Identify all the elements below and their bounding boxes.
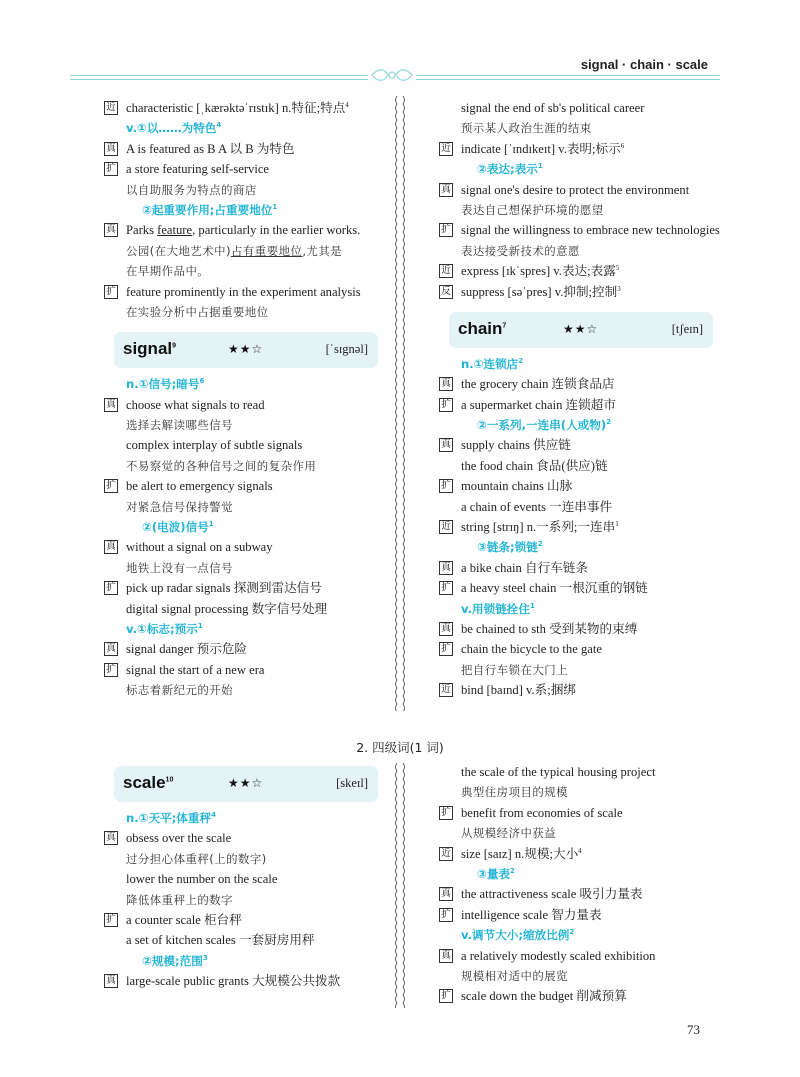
scale-pronunciation: [skeɪl] (336, 776, 368, 790)
left-column-bottom (104, 762, 384, 992)
chain-entry (439, 354, 739, 701)
example-line: 扩 scale down the budget 削减预算 (439, 986, 739, 1006)
label-tag: 近 (439, 520, 453, 534)
label-tag: 真 (439, 622, 453, 636)
label-tag: 近 (439, 847, 453, 861)
sense-line: n.①连锁店$^2$ (461, 356, 524, 371)
example-line: 扩 intelligence scale 智力量表 (439, 905, 739, 925)
sense-line: ②表达;表示$^1$ (477, 162, 543, 177)
example-line: 扩 a heavy steel chain 一根沉重的钢链 (439, 578, 739, 598)
example-line: 真 a bike chain 自行车链条 (439, 558, 739, 578)
text-line: 典型住房项目的规模 (461, 785, 569, 800)
example-line: 扩 signal the willingness to embrace new technologies (439, 220, 739, 240)
column-divider-top (393, 96, 407, 711)
example-line: 真 signal danger 预示危险 (104, 639, 384, 659)
example-line: 真 a relatively modestly scaled exhibition (439, 946, 739, 966)
text-line: 表达接受新技术的意愿 (461, 243, 580, 258)
example-line: 近 indicate [ˈɪndɪkeɪt] v.表明;标示$^6$ (439, 139, 739, 159)
label-tag: 真 (104, 398, 118, 412)
signal-entry (104, 374, 384, 700)
label-tag: 真 (104, 223, 118, 237)
column-divider-bottom (393, 763, 407, 1008)
chain-headword-box (449, 312, 713, 348)
label-tag: 真 (439, 438, 453, 452)
example-line: 近 string [strɪŋ] n.一系列;一连串$^1$ (439, 517, 739, 537)
label-tag: 扩 (104, 479, 118, 493)
chain-headword: chain$^7$ (458, 318, 507, 338)
example-line: 扩 feature prominently in the experiment analysis (104, 282, 384, 302)
chain-rating-stars: ★★☆ (563, 321, 599, 336)
example-line: 近 size [saɪz] n.规模;大小$^4$ (439, 844, 739, 864)
label-tag: 真 (439, 377, 453, 391)
example-line: 扩 mountain chains 山脉 (439, 476, 739, 496)
text-line: signal the end of sb's political career (461, 101, 645, 115)
example-line: 真 signal one's desire to protect the environment (439, 180, 739, 200)
text-line: 规模相对适中的展览 (461, 968, 569, 983)
scale-rating-stars: ★★☆ (228, 776, 264, 790)
example-line: 近 bind [baɪnd] v.系;捆绑 (439, 680, 739, 700)
label-tag: 近 (439, 683, 453, 697)
sense-line: v.①标志;预示$^1$ (126, 621, 203, 636)
example-line: 真 the grocery chain 连锁食品店 (439, 374, 739, 394)
example-line: 真 large-scale public grants 大规模公共拨款 (104, 971, 384, 991)
label-tag: 真 (104, 831, 118, 845)
sense-line: v.①以……为特色$^4$ (126, 121, 222, 136)
sense-line: ②(电波)信号$^1$ (142, 520, 214, 535)
label-tag: 扩 (439, 642, 453, 656)
example-line: 真 the attractiveness scale 吸引力量表 (439, 884, 739, 904)
right-column-top (439, 98, 739, 701)
label-tag: 扩 (439, 806, 453, 820)
label-tag: 扩 (104, 581, 118, 595)
signal-pronunciation: [ˈsɪgnəl] (325, 342, 368, 357)
text-line: a set of kitchen scales 一套厨房用秤 (126, 933, 315, 948)
label-tag: 近 (439, 142, 453, 156)
sense-line: v.用锁链拴住$^1$ (461, 601, 535, 616)
example-line: 扩 signal the start of a new era (104, 660, 384, 680)
page-number: 73 (687, 1022, 700, 1037)
scale-headword-box (114, 766, 378, 802)
label-tag: 扩 (439, 479, 453, 493)
left-column-top (104, 98, 384, 701)
label-tag: 扩 (104, 162, 118, 176)
label-tag: 真 (104, 142, 118, 156)
chain-pronunciation: [tʃeɪn] (671, 321, 703, 336)
text-line: 降低体重秤上的数字 (126, 892, 234, 907)
text-line: complex interplay of subtle signals (126, 438, 303, 453)
text-line: the food chain 食品(供应)链 (461, 458, 608, 473)
scale-headword: scale$^{10}$ (123, 773, 174, 792)
text-line: 以自助服务为特点的商店 (126, 182, 257, 197)
example-line: 真 obsess over the scale (104, 828, 384, 848)
text-line: a chain of events 一连串事件 (461, 499, 613, 514)
text-line: the scale of the typical housing project (461, 765, 656, 779)
example-line: 真 Parks feature, particularly in the earlier works. (104, 220, 384, 240)
label-tag: 真 (104, 974, 118, 988)
header-title: signal · chain · scale (580, 57, 708, 72)
label-tag: 近 (104, 101, 118, 115)
sense-line: n.①信号;暗号$^6$ (126, 377, 205, 392)
text-line: 过分担心体重秤(上的数字) (126, 851, 267, 866)
sense-line: n.①天平;体重秤$^4$ (126, 811, 216, 825)
text-line: 对紧急信号保持警觉 (126, 499, 234, 514)
label-tag: 扩 (439, 989, 453, 1003)
label-tag: 真 (439, 887, 453, 901)
sense-line: ②起重要作用;占重要地位$^1$ (142, 202, 278, 217)
label-tag: 真 (439, 949, 453, 963)
text-line: 标志着新纪元的开始 (126, 683, 234, 698)
label-tag: 扩 (439, 908, 453, 922)
signal-headword-box (114, 332, 378, 368)
sense-line: ②一系列,一连串(人或物)$^2$ (477, 418, 612, 433)
label-tag: 真 (439, 183, 453, 197)
sense-line: ③量表$^2$ (477, 866, 515, 881)
signal-headword: signal$^9$ (123, 339, 177, 359)
label-tag: 真 (104, 540, 118, 554)
text-line: digital signal processing 数字信号处理 (126, 601, 328, 616)
label-tag: 扩 (439, 398, 453, 412)
sense-line: v.调节大小;缩放比例$^2$ (461, 928, 575, 943)
text-line: 预示某人政治生涯的结束 (461, 121, 592, 136)
example-line: 扩 pick up radar signals 探测到雷达信号 (104, 578, 384, 598)
example-line: 反 suppress [səˈpres] v.抑制;控制$^3$ (439, 282, 739, 302)
example-line: 真 supply chains 供应链 (439, 435, 739, 455)
signal-rating-stars: ★★☆ (228, 342, 264, 357)
right-column-bottom (439, 762, 739, 1007)
text-line: 选择去解读哪些信号 (126, 418, 234, 433)
example-line: 真 without a signal on a subway (104, 537, 384, 557)
header-ornament-icon (368, 66, 416, 84)
example-line: 扩 a counter scale 柜台秤 (104, 910, 384, 930)
label-tag: 真 (104, 642, 118, 656)
label-tag: 近 (439, 264, 453, 278)
example-line: 真 choose what signals to read (104, 395, 384, 415)
signal-entry-continued (439, 98, 739, 302)
sense-line: ②规模;范围$^3$ (142, 953, 208, 968)
label-tag: 扩 (104, 285, 118, 299)
text-line: lower the number on the scale (126, 872, 278, 887)
scale-entry-continued (439, 762, 739, 1007)
example-line: 真 A is featured as B A 以 B 为特色 (104, 139, 384, 159)
example-line: 近 express [ɪkˈspres] v.表达;表露$^5$ (439, 261, 739, 281)
text-line: 在早期作品中。 (126, 264, 210, 279)
label-tag: 扩 (439, 581, 453, 595)
label-tag: 扩 (104, 913, 118, 927)
example-line: 扩 be alert to emergency signals (104, 476, 384, 496)
example-line: 扩 chain the bicycle to the gate (439, 639, 739, 659)
example-line: 真 be chained to sth 受到某物的束缚 (439, 619, 739, 639)
text-line: 地铁上没有一点信号 (126, 560, 234, 575)
section-title: 2. 四级词(1 词) (356, 740, 444, 755)
sense-line: ③链条;锁链$^2$ (477, 540, 543, 555)
label-tag: 反 (439, 285, 453, 299)
text-line: 公园(在大地艺术中)占有重要地位,尤其是 (126, 243, 343, 258)
text-line: 从规模经济中获益 (461, 826, 557, 841)
scale-entry (104, 808, 384, 992)
example-line: 扩 benefit from economies of scale (439, 803, 739, 823)
text-line: 表达自己想保护环境的愿望 (461, 202, 604, 217)
text-line: 在实验分析中占据重要地位 (126, 304, 269, 319)
text-line: 不易察觉的各种信号之间的复杂作用 (126, 458, 317, 473)
example-line: 扩 a supermarket chain 连锁超市 (439, 395, 739, 415)
text-line: 把自行车锁在大门上 (461, 662, 569, 677)
label-tag: 扩 (104, 663, 118, 677)
example-line: 扩 a store featuring self-service (104, 159, 384, 179)
label-tag: 扩 (439, 223, 453, 237)
example-line: 近 characteristic [ˌkærəktəˈrɪstɪk] n.特征;特点$^4$ (104, 98, 384, 118)
feature-entry-continued (104, 98, 384, 322)
label-tag: 真 (439, 561, 453, 575)
